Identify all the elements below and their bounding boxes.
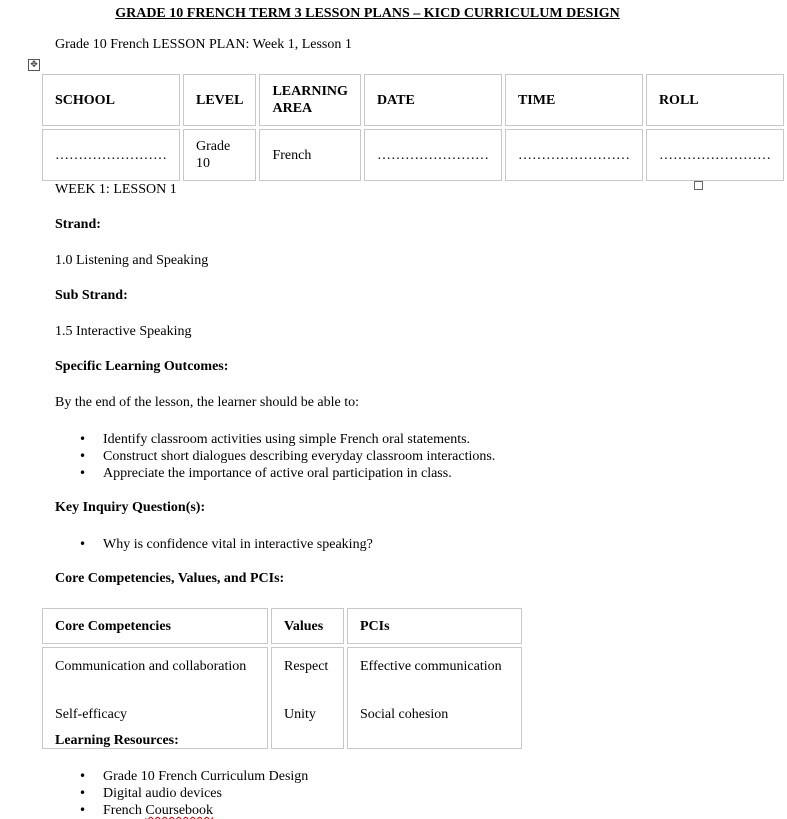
header-time: TIME: [505, 74, 643, 126]
document-title: GRADE 10 FRENCH TERM 3 LESSON PLANS – KICD CURRICULUM DESIGN: [115, 6, 620, 21]
move-cross-icon[interactable]: ✥: [28, 59, 40, 71]
school-value: ……………………: [42, 129, 180, 181]
sub-strand-text: 1.5 Interactive Speaking: [55, 324, 192, 339]
header-level: LEVEL: [183, 74, 256, 126]
competencies-heading: Core Competencies, Values, and PCIs:: [55, 571, 285, 586]
header-pcis: PCIs: [347, 608, 522, 644]
resources-heading: Learning Resources:: [55, 733, 179, 748]
list-item: • Appreciate the importance of active oral participation in class.: [55, 465, 495, 482]
lesson-plan-subtitle: Grade 10 French LESSON PLAN: Week 1, Lesson 1: [55, 37, 352, 52]
inquiry-heading: Key Inquiry Question(s):: [55, 500, 206, 515]
roll-value: ……………………: [646, 129, 784, 181]
competency-1: Communication and collaboration: [55, 659, 247, 674]
header-school: SCHOOL: [42, 74, 180, 126]
header-roll: ROLL: [646, 74, 784, 126]
header-values: Values: [271, 608, 344, 644]
learning-area-value: French: [259, 129, 360, 181]
outcomes-heading: Specific Learning Outcomes:: [55, 359, 229, 374]
header-learning-area: LEARNING AREA: [259, 74, 360, 126]
list-item: • Digital audio devices: [55, 785, 308, 802]
week-lesson-label: WEEK 1: LESSON 1: [55, 182, 177, 197]
list-item: • Identify classroom activities using simple French oral statements.: [55, 431, 495, 448]
header-date: DATE: [364, 74, 502, 126]
header-core-competencies: Core Competencies: [42, 608, 268, 644]
list-item: • Why is confidence vital in interactive speaking?: [55, 536, 373, 553]
resize-handle-icon[interactable]: [694, 181, 703, 190]
competency-2: Self-efficacy: [55, 707, 128, 722]
list-item: • Construct short dialogues describing everyday classroom interactions.: [55, 448, 495, 465]
value-1: Respect: [284, 659, 329, 674]
competencies-table: [39, 605, 525, 752]
outcomes-list: [55, 431, 495, 482]
sub-strand-heading: Sub Strand:: [55, 288, 128, 303]
value-2: Unity: [284, 707, 316, 722]
level-value: Grade 10: [183, 129, 256, 181]
values-cell: [271, 647, 344, 749]
inquiry-list: [55, 536, 373, 553]
list-item: • French Coursebook: [55, 802, 308, 819]
time-value: ……………………: [505, 129, 643, 181]
outcomes-intro: By the end of the lesson, the learner should be able to:: [55, 395, 360, 410]
lesson-info-table: [39, 71, 787, 184]
pci-2: Social cohesion: [360, 707, 449, 722]
spellcheck-underline: Coursebook: [145, 803, 214, 818]
resources-list: [55, 768, 308, 819]
date-value: ……………………: [364, 129, 502, 181]
pcis-cell: [347, 647, 522, 749]
pci-1: Effective communication: [360, 659, 502, 674]
strand-text: 1.0 Listening and Speaking: [55, 253, 209, 268]
list-item: • Grade 10 French Curriculum Design: [55, 768, 308, 785]
strand-heading: Strand:: [55, 217, 101, 232]
